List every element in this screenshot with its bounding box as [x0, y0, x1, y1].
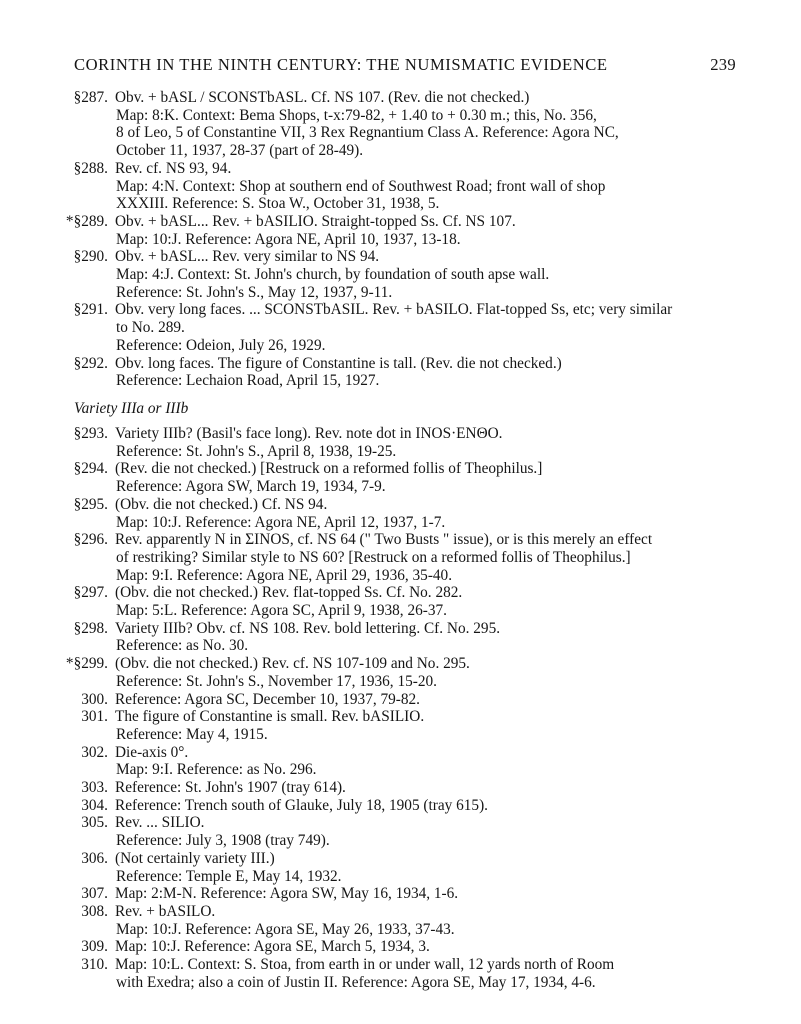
entry-number: 309.: [81, 938, 108, 956]
entry-line: 8 of Leo, 5 of Constantine VII, 3 Rex Regnantium Class A. Reference: Agora NC,: [116, 124, 619, 142]
catalogue-entry: [0, 691, 801, 709]
catalogue-entry: [0, 496, 801, 531]
entry-number: 310.: [81, 956, 108, 974]
catalogue-entry: [0, 160, 801, 213]
entry-line: to No. 289.: [116, 319, 185, 337]
entry-line: (Obv. die not checked.) Rev. flat-topped Ss. Cf. No. 282.: [115, 584, 463, 602]
entry-number: §293.: [73, 425, 108, 442]
entry-line: Rev. cf. NS 93, 94.: [115, 159, 232, 177]
catalogue-entry: [0, 708, 801, 743]
entry-number: §298.: [73, 619, 108, 637]
catalogue-entries-b: [0, 425, 801, 992]
entry-number: §291.: [73, 301, 108, 319]
section-heading: Variety IIIa or IIIb: [74, 400, 189, 417]
entry-line: Reference: Trench south of Glauke, July 18, 1905 (tray 615).: [115, 796, 488, 814]
catalogue-entry: [0, 355, 801, 390]
entry-number: 307.: [81, 885, 108, 903]
catalogue-entry: [0, 425, 801, 460]
entry-line: Map: 10:L. Context: S. Stoa, from earth in or under wall, 12 yards north of Room: [115, 956, 615, 974]
entry-number: 303.: [81, 779, 108, 797]
entry-line: Map: 10:J. Reference: Agora SE, March 5, 1934, 3.: [115, 938, 430, 956]
entry-line: Obv. + bASL... Rev. very similar to NS 94.: [115, 248, 380, 266]
entry-line: Map: 9:I. Reference: Agora NE, April 29, 1936, 35-40.: [116, 566, 453, 584]
entry-line: Obv. + bASL... Rev. + bASILIO. Straight-topped Ss. Cf. NS 107.: [115, 212, 516, 230]
entry-line: Map: 4:N. Context: Shop at southern end of Southwest Road; front wall of shop: [116, 177, 606, 195]
entry-line: Variety IIIb? (Basil's face long). Rev. note dot in INOS·ENΘO.: [115, 425, 503, 442]
entry-number: §297.: [73, 584, 108, 602]
entry-line: (Not certainly variety III.): [115, 849, 275, 867]
entry-line: (Obv. die not checked.) Cf. NS 94.: [115, 495, 328, 513]
entry-number: §287.: [73, 89, 108, 106]
running-title: CORINTH IN THE NINTH CENTURY: THE NUMISMATIC EVIDENCE: [74, 55, 608, 74]
entry-line: The figure of Constantine is small. Rev. bASILIO.: [115, 708, 425, 726]
entry-line: Reference: Odeion, July 26, 1929.: [116, 336, 326, 354]
entry-line: Map: 10:J. Reference: Agora NE, April 10, 1937, 13-18.: [116, 230, 461, 248]
entry-number: 300.: [81, 690, 108, 708]
entry-line: (Rev. die not checked.) [Restruck on a reformed follis of Theophilus.]: [115, 460, 543, 478]
entry-line: Reference: as No. 30.: [116, 637, 249, 655]
catalogue-entry: [0, 744, 801, 779]
catalogue-entry: [0, 89, 801, 160]
entry-number: 302.: [81, 743, 108, 761]
entry-line: Obv. very long faces. ... SCONSTbASIL. Rev. + bASILO. Flat-topped Ss, etc; very similar: [115, 301, 673, 319]
entry-line: Reference: Lechaion Road, April 15, 1927.: [116, 372, 380, 390]
entry-line: Reference: July 3, 1908 (tray 749).: [116, 832, 330, 850]
entry-line: Reference: St. John's S., May 12, 1937, 9-11.: [116, 283, 393, 301]
catalogue-entry: [0, 213, 801, 248]
entry-number: §295.: [73, 495, 108, 513]
entry-line: XXXIII. Reference: S. Stoa W., October 31, 1938, 5.: [116, 195, 440, 213]
entry-line: Die-axis 0°.: [115, 743, 189, 761]
catalogue-entries-a: [0, 89, 801, 390]
entry-number: §290.: [73, 248, 108, 266]
catalogue-entry: [0, 779, 801, 797]
entry-line: Map: 8:K. Context: Bema Shops, t-x:79-82, + 1.40 to + 0.30 m.; this, No. 356,: [116, 106, 597, 124]
entry-line: Reference: Temple E, May 14, 1932.: [116, 867, 342, 885]
catalogue-entry: [0, 248, 801, 301]
entry-line: Reference: St. John's 1907 (tray 614).: [115, 779, 346, 797]
entry-line: Reference: Agora SC, December 10, 1937, 79-82.: [115, 690, 420, 708]
entry-line: Map: 4:J. Context: St. John's church, by foundation of south apse wall.: [116, 266, 550, 284]
catalogue-entry: [0, 301, 801, 354]
entry-line: Map: 9:I. Reference: as No. 296.: [116, 761, 317, 779]
entry-line: (Obv. die not checked.) Rev. cf. NS 107-109 and No. 295.: [115, 655, 470, 673]
catalogue-entry: [0, 531, 801, 584]
page-header: [74, 55, 736, 75]
entry-number: *§289.: [65, 212, 108, 230]
catalogue-entry: [0, 584, 801, 619]
catalogue-entry: [0, 620, 801, 655]
page-number: 239: [710, 55, 736, 74]
entry-number: 305.: [81, 814, 108, 832]
entry-line: of restriking? Similar style to NS 60? [Restruck on a reformed follis of Theophilus.]: [116, 548, 631, 566]
entry-number: §296.: [73, 531, 108, 549]
entry-line: Map: 10:J. Reference: Agora SE, May 26, 1933, 37-43.: [116, 920, 455, 938]
catalogue-entry: [0, 460, 801, 495]
entry-line: Map: 5:L. Reference: Agora SC, April 9, 1938, 26-37.: [116, 602, 447, 620]
entry-number: §294.: [73, 460, 108, 478]
catalogue-entry: [0, 885, 801, 903]
entry-number: 301.: [81, 708, 108, 726]
entry-line: Map: 2:M-N. Reference: Agora SW, May 16, 1934, 1-6.: [115, 885, 459, 903]
catalogue-entry: [0, 797, 801, 815]
catalogue-entry: [0, 850, 801, 885]
entry-line: Rev. ... SILIO.: [115, 814, 205, 832]
entry-line: October 11, 1937, 28-37 (part of 28-49).: [116, 142, 364, 160]
catalogue-entry: [0, 814, 801, 849]
entry-number: 304.: [81, 796, 108, 814]
catalogue-entry: [0, 903, 801, 938]
entry-number: §292.: [73, 354, 108, 372]
entry-line: Rev. apparently N in ΣINOS, cf. NS 64 (" Two Busts " issue), or is this merely an effect: [115, 531, 653, 549]
entry-line: Variety IIIb? Obv. cf. NS 108. Rev. bold lettering. Cf. No. 295.: [115, 619, 501, 637]
entry-line: Reference: St. John's S., April 8, 1938, 19-25.: [116, 442, 397, 460]
entry-line: Reference: St. John's S., November 17, 1936, 15-20.: [116, 672, 437, 690]
entry-line: Map: 10:J. Reference: Agora NE, April 12, 1937, 1-7.: [116, 513, 446, 531]
entry-line: Rev. + bASILO.: [115, 902, 216, 920]
catalogue-entry: [0, 938, 801, 956]
catalogue-entry: [0, 956, 801, 991]
entry-number: 306.: [81, 849, 108, 867]
entry-line: Obv. long faces. The figure of Constantine is tall. (Rev. die not checked.): [115, 354, 562, 372]
entry-line: with Exedra; also a coin of Justin II. Reference: Agora SE, May 17, 1934, 4-6.: [116, 973, 596, 991]
entry-line: Obv. + bASL / SCONSTbASL. Cf. NS 107. (Rev. die not checked.): [115, 89, 530, 106]
entry-number: *§299.: [65, 655, 108, 673]
entry-number: 308.: [81, 902, 108, 920]
entry-number: §288.: [73, 159, 108, 177]
entry-line: Reference: Agora SW, March 19, 1934, 7-9.: [116, 478, 386, 496]
catalogue-entry: [0, 655, 801, 690]
entry-line: Reference: May 4, 1915.: [116, 725, 268, 743]
